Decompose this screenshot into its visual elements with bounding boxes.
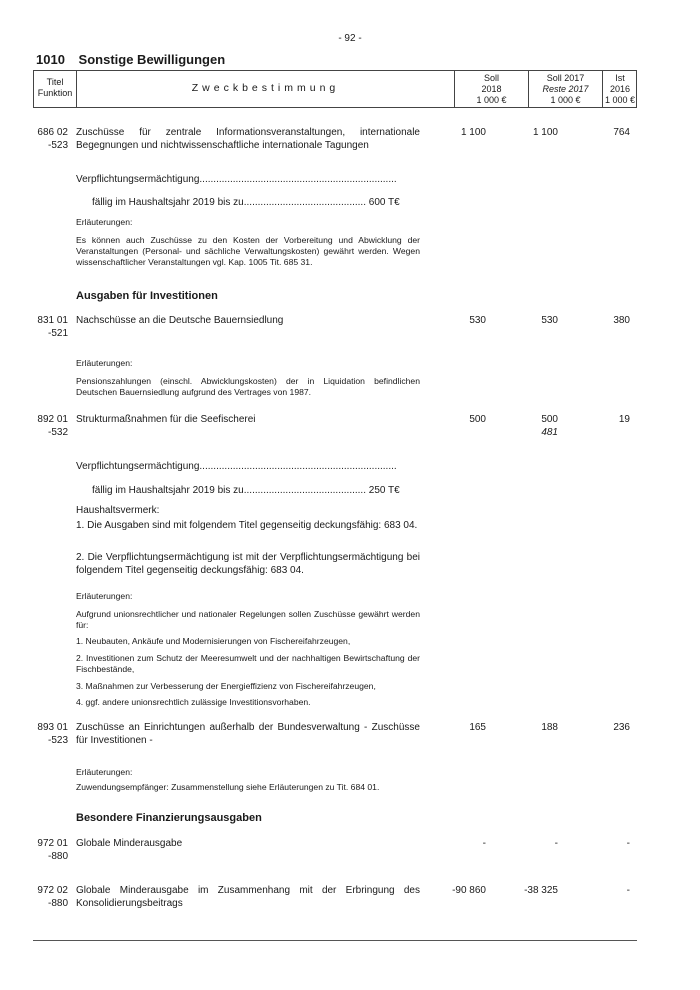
- header-soll2017-c: 1 000 €: [550, 95, 581, 105]
- header-soll2017-a: Soll 2017: [546, 73, 585, 83]
- funktion-number: -880: [47, 898, 68, 909]
- funktion-number: -521: [47, 328, 68, 339]
- verpflichtungsermaechtigung: Verpflichtungsermächtigung.......................................................................: [76, 174, 397, 185]
- titel-831-01: [28, 314, 68, 340]
- table-header: [33, 70, 637, 108]
- ist2016-value: 764: [613, 127, 630, 138]
- erlaeuterungen-heading: Erläuterungen:: [76, 767, 133, 777]
- erlaeuterungen-item-2: 2. Investitionen zum Schutz der Meeresumwelt und der nachhaltigen Bewirtschaftung der Fischbestände,: [76, 653, 420, 674]
- soll2018-value: -: [482, 838, 486, 849]
- titel-892-01: [28, 413, 68, 439]
- page-number: - 92 -: [338, 33, 362, 44]
- titel-893-01: [28, 721, 68, 747]
- erlaeuterungen-text: Es können auch Zuschüsse zu den Kosten der Vorbereitung und Abwicklung der Veranstaltungen (Personal- und sächliche Verwaltungskosten) gewährt werden. Wegen wissenschaftlicher Veranstaltungen vgl. Kap. 1005 Tit. 685 31.: [76, 235, 420, 267]
- funktion-number: -523: [47, 140, 68, 151]
- titel-686-desc: Zuschüsse für zentrale Informationsveranstaltungen, internationale Begegnungen und nichtwissenschaftliche internationale Tagungen: [76, 127, 420, 151]
- header-soll2018-b: 2018: [481, 84, 502, 94]
- haushaltsvermerk-1: 1. Die Ausgaben sind mit folgendem Titel gegenseitig deckungsfähig: 683 04.: [76, 520, 418, 531]
- titel-number: 972 01: [37, 838, 68, 849]
- soll2018-value: 165: [469, 722, 486, 733]
- titel-972-01: [28, 837, 68, 863]
- titel-number: 686 02: [37, 127, 68, 138]
- erlaeuterungen-text: Aufgrund unionsrechtlicher und nationaler Regelungen sollen Zuschüsse gewährt werden für:: [76, 609, 420, 630]
- header-ist2016-c: 1 000 €: [604, 95, 636, 105]
- header-soll2018-a: Soll: [483, 73, 499, 83]
- soll2017-value: 500: [541, 414, 558, 425]
- funktion-number: -880: [47, 851, 68, 862]
- titel-number: 893 01: [37, 722, 68, 733]
- section-name: Sonstige Bewilligungen: [78, 52, 226, 67]
- titel-97202-desc: Globale Minderausgabe im Zusammenhang mit der Erbringung des Konsolidierungsbeitrags: [76, 885, 420, 909]
- header-soll2018: [454, 71, 528, 107]
- titel-892-desc: Strukturmaßnahmen für die Seefischerei: [76, 414, 256, 425]
- section-title: [36, 52, 225, 67]
- ist2016-value: 19: [618, 414, 630, 425]
- erlaeuterungen-item-1: 1. Neubauten, Ankäufe und Modernisierungen von Fischereifahrzeugen,: [76, 636, 351, 646]
- soll2018-value: 500: [469, 414, 486, 425]
- erlaeuterungen-heading: Erläuterungen:: [76, 217, 133, 227]
- header-reste2017: Reste 2017: [542, 84, 589, 94]
- soll2017-value: 530: [541, 315, 558, 326]
- soll2017-value: -: [554, 838, 558, 849]
- titel-831-desc: Nachschüsse an die Deutsche Bauernsiedlung: [76, 315, 284, 326]
- titel-number: 892 01: [37, 414, 68, 425]
- titel-893-desc: Zuschüsse an Einrichtungen außerhalb der Bundesverwaltung - Zuschüsse für Investitionen -: [76, 722, 420, 746]
- ist2016-value: -: [626, 885, 630, 896]
- header-zweck: Zweckbestimmung: [76, 71, 454, 107]
- header-titel-funktion: [34, 71, 76, 107]
- reste2017-value: 481: [541, 427, 558, 438]
- header-titel: Titel: [46, 77, 64, 87]
- erlaeuterungen-heading: Erläuterungen:: [76, 358, 133, 368]
- titel-97201-desc: Globale Minderausgabe: [76, 838, 183, 849]
- ist2016-value: 236: [613, 722, 630, 733]
- erlaeuterungen-text: Zuwendungsempfänger: Zusammenstellung siehe Erläuterungen zu Tit. 684 01.: [76, 782, 380, 792]
- soll2018-value: 1 100: [460, 127, 486, 138]
- erlaeuterungen-text: Pensionszahlungen (einschl. Abwicklungskosten) der in Liquidation befindlichen Deutschen Bauernsiedlung aufgrund des Vertrages von 1987.: [76, 376, 420, 397]
- faellig-line: fällig im Haushaltsjahr 2019 bis zu............................................ 600 T€: [92, 197, 400, 208]
- erlaeuterungen-item-4: 4. ggf. andere unionsrechtlich zulässige Investitionsvorhaben.: [76, 697, 311, 707]
- funktion-number: -523: [47, 735, 68, 746]
- titel-number: 972 02: [37, 885, 68, 896]
- ist2016-value: 380: [613, 315, 630, 326]
- ist2016-value: -: [626, 838, 630, 849]
- titel-686-02: [28, 126, 68, 152]
- soll2018-value: 530: [469, 315, 486, 326]
- funktion-number: -532: [47, 427, 68, 438]
- soll2018-value: -90 860: [452, 885, 486, 896]
- header-ist2016: [602, 71, 637, 107]
- heading-finanzierung: Besondere Finanzierungsausgaben: [76, 812, 262, 824]
- erlaeuterungen-heading: Erläuterungen:: [76, 591, 133, 601]
- header-ist2016-a: Ist: [615, 73, 625, 83]
- header-soll2017: [528, 71, 602, 107]
- soll2017-value: 188: [541, 722, 558, 733]
- erlaeuterungen-item-3: 3. Maßnahmen zur Verbesserung der Energieffizienz von Fischereifahrzeugen,: [76, 681, 376, 691]
- haushaltsvermerk-2: 2. Die Verpflichtungsermächtigung ist mit der Verpflichtungsermächtigung bei folgendem Titel gegenseitig deckungsfähig: 683 04.: [76, 552, 420, 576]
- titel-number: 831 01: [37, 315, 68, 326]
- heading-investitionen: Ausgaben für Investitionen: [76, 290, 218, 302]
- footer-rule: [33, 940, 637, 941]
- soll2017-value: 1 100: [532, 127, 558, 138]
- section-number: 1010: [36, 52, 65, 67]
- header-soll2018-c: 1 000 €: [476, 95, 507, 105]
- haushaltsvermerk-heading: Haushaltsvermerk:: [76, 505, 160, 516]
- titel-972-02: [28, 884, 68, 910]
- verpflichtungsermaechtigung: Verpflichtungsermächtigung.......................................................................: [76, 461, 397, 472]
- header-funktion: Funktion: [37, 88, 73, 98]
- faellig-line: fällig im Haushaltsjahr 2019 bis zu............................................ 250 T€: [92, 485, 400, 496]
- soll2017-value: -38 325: [524, 885, 558, 896]
- header-ist2016-b: 2016: [609, 84, 631, 94]
